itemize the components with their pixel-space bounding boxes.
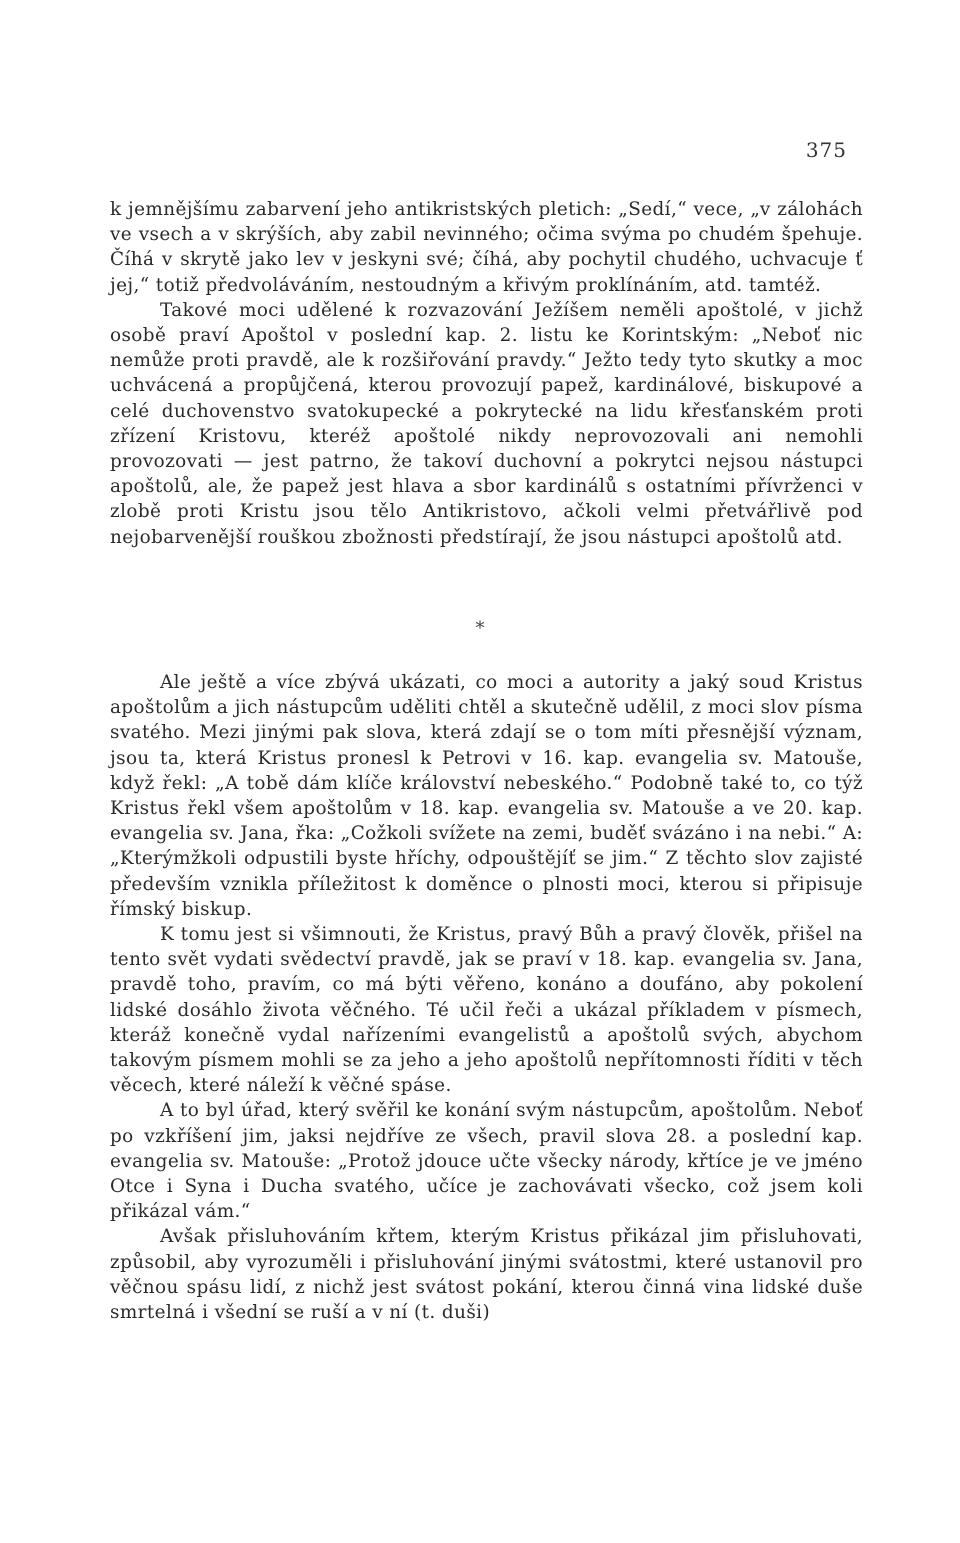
paragraph: Avšak přisluhováním křtem, kterým Kristus přikázal jim přisluhovati, způsobil, aby vyrozuměli i přisluhování jinými svátostmi, které ustanovil pro věčnou spásu lidí, z nichž jest svátost pokání, kterou činná vina lidské duše smrtelná i všední se ruší a v ní (t. duši) (110, 1226, 863, 1324)
paragraph: K tomu jest si všimnouti, že Kristus, pravý Bůh a pravý člověk, přišel na tento svět vydati svědectví pravdě, jak se praví v 18. kap. evangelia sv. Jana, pravdě toho, pravím, co má býti věřeno, konáno a doufáno, aby pokolení lidské dosáhlo života věčného. Té učil řeči a ukázal příkladem v písmech, kteráž konečně vydal nařízeními evangelistů a apoštolů svých, abychom takovým písmem mohli se za jeho a jeho apoštolů nepřítomnosti říditi v těch věcech, které náleží k věčné spáse. (110, 924, 863, 1097)
paragraph: A to byl úřad, který svěřil ke konání svým nástupcům, apoštolům. Neboť po vzkříšení jim, jaksi nejdříve ze všech, pravil slova 28. a poslední kap. evangelia sv. Matouše: „Protož jdouce učte všecky národy, křtíce je ve jméno Otce i Syna i Ducha svatého, učíce je zachovávati všecko, což jsem koli přikázal vám.“ (110, 1100, 863, 1223)
section-separator: * (475, 618, 485, 639)
text-section-1 (110, 197, 863, 550)
paragraph: k jemnějšímu zabarvení jeho antikristských pletich: „Sedí,“ vece, „v zálohách ve vsech a v skrýších, aby zabil nevinného; očima svýma po chudém špehuje. Číhá v skrytě jako lev v jeskyni své; číhá, aby pochytil chudého, uchvacuje ť jej,“ totiž předvoláváním, nestoudným a křivým proklínáním, atd. tamtéž. (110, 199, 863, 296)
page-number: 375 (805, 138, 847, 162)
paragraph: Ale ještě a více zbývá ukázati, co moci a autority a jaký soud Kristus apoštolům a jich nástupcům uděliti chtěl a skutečně udělil, z moci slov písma svatého. Mezi jinými pak slova, která zdají se o tom míti přesnější význam, jsou ta, která Kristus pronesl k Petrovi v 16. kap. evangelia sv. Matouše, když řekl: „A tobě dám klíče království nebeského.“ Podobně také to, co týž Kristus řekl všem apoštolům v 18. kap. evangelia sv. Matouše a ve 20. kap. evangelia sv. Jana, řka: „Cožkoli svížete na zemi, buděť svázáno i na nebi.“ A: „Kterýmžkoli odpustili byste hříchy, odpouštějíť se jim.“ Z těchto slov zajisté především vznikla příležitost k doměnce o plnosti moci, kterou si připisuje římský biskup. (110, 672, 863, 920)
text-section-2 (110, 670, 863, 1325)
paragraph: Takové moci udělené k rozvazování Ježíšem neměli apoštolé, v jichž osobě praví Apoštol v poslední kap. 2. listu ke Korintským: „Neboť nic nemůže proti pravdě, ale k rozšiřování pravdy.“ Ježto tedy tyto skutky a moc uchvácená a propůjčená, kterou provozují papež, kardinálové, biskupové a celé duchovenstvo svatokupecké a pokrytecké na lidu křesťanském proti zřízení Kristovu, kteréž apoštolé nikdy neprovozovali ani nemohli provozovati — jest patrno, že takoví duchovní a pokrytci nejsou nástupci apoštolů, ale, že papež jest hlava a sbor kardinálů s ostatními přívrženci v zlobě proti Kristu jsou tělo Antikristovo, ačkoli velmi přetvářlivě pod nejobarvenější rouškou zbožnosti předstírají, že jsou nástupci apoštolů atd. (110, 299, 863, 548)
